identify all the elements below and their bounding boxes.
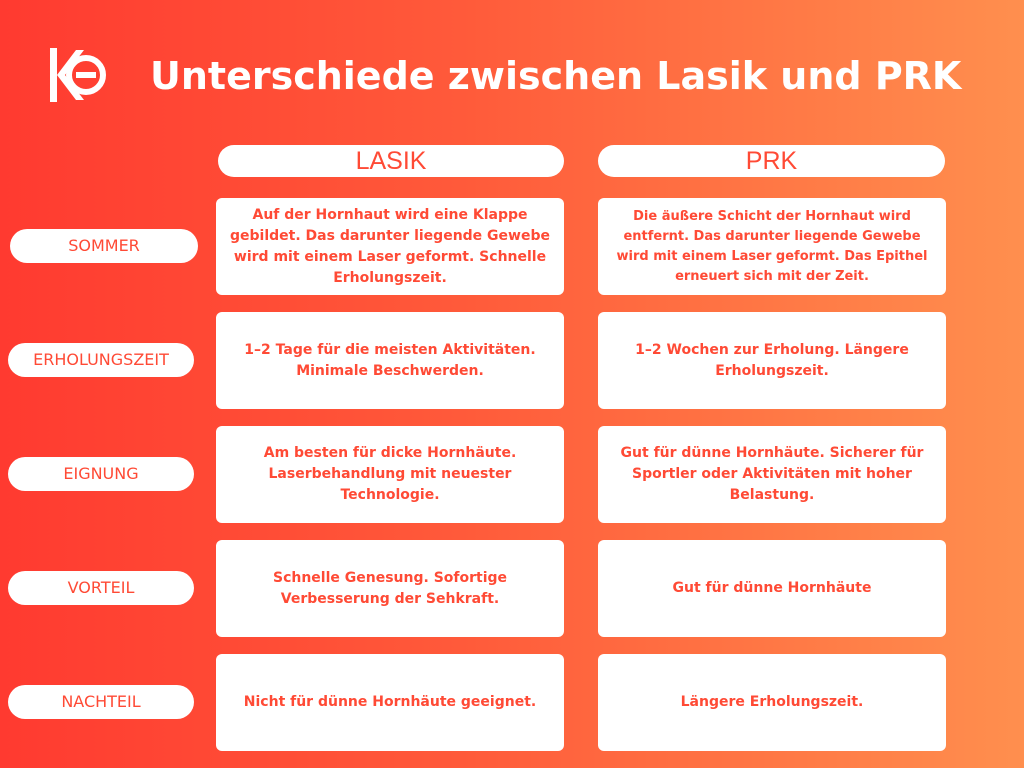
prk-cell-sommer: Die äußere Schicht der Hornhaut wird entfernt. Das darunter liegende Gewebe wird mit einem Laser geformt. Das Epithel erneuert sich mit der Zeit. bbox=[598, 198, 946, 295]
lasik-cell-eignung: Am besten für dicke Hornhäute. Laserbehandlung mit neuester Technologie. bbox=[216, 426, 564, 523]
page-title: Unterschiede zwischen Lasik und PRK bbox=[150, 54, 962, 98]
row-label-sommer: SOMMER bbox=[10, 229, 198, 263]
prk-cell-erholungszeit: 1–2 Wochen zur Erholung. Längere Erholungszeit. bbox=[598, 312, 946, 409]
row-label-erholungszeit: ERHOLUNGSZEIT bbox=[8, 343, 194, 377]
prk-cell-eignung: Gut für dünne Hornhäute. Sicherer für Sportler oder Aktivitäten mit hoher Belastung. bbox=[598, 426, 946, 523]
row-label-vorteil: VORTEIL bbox=[8, 571, 194, 605]
lasik-cell-vorteil: Schnelle Genesung. Sofortige Verbesserung der Sehkraft. bbox=[216, 540, 564, 637]
lasik-cell-nachteil: Nicht für dünne Hornhäute geeignet. bbox=[216, 654, 564, 751]
column-header-prk: PRK bbox=[598, 145, 945, 177]
lasik-cell-sommer: Auf der Hornhaut wird eine Klappe gebildet. Das darunter liegende Gewebe wird mit einem Laser geformt. Schnelle Erholungszeit. bbox=[216, 198, 564, 295]
row-label-eignung: EIGNUNG bbox=[8, 457, 194, 491]
row-label-nachteil: NACHTEIL bbox=[8, 685, 194, 719]
column-header-lasik: LASIK bbox=[218, 145, 564, 177]
prk-cell-nachteil: Längere Erholungszeit. bbox=[598, 654, 946, 751]
prk-cell-vorteil: Gut für dünne Hornhäute bbox=[598, 540, 946, 637]
brand-logo-icon bbox=[46, 44, 108, 106]
lasik-cell-erholungszeit: 1–2 Tage für die meisten Aktivitäten. Minimale Beschwerden. bbox=[216, 312, 564, 409]
